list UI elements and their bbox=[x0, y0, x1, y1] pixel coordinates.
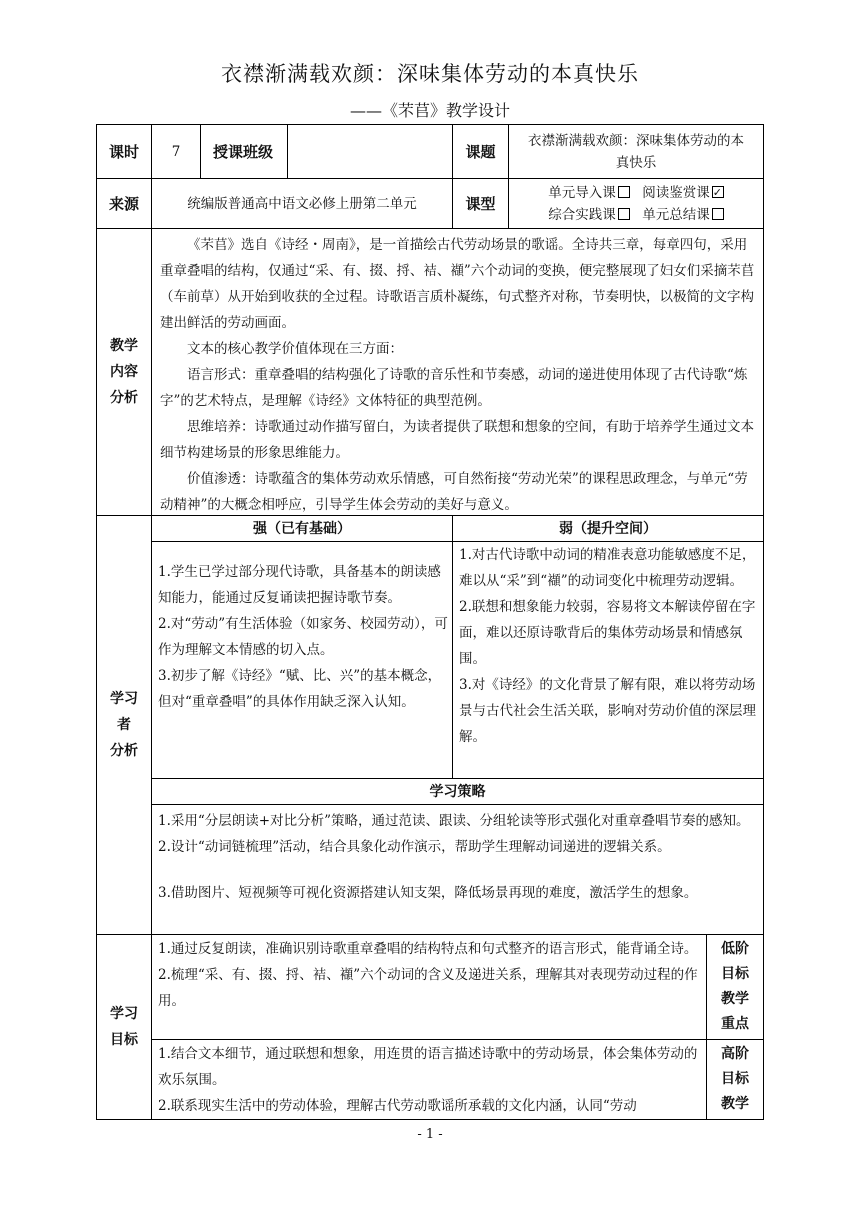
checked-checkbox-icon[interactable] bbox=[712, 186, 724, 198]
label-line: 学习 bbox=[110, 691, 138, 707]
label-line: 教学 bbox=[110, 338, 138, 354]
type-options-cell bbox=[508, 178, 764, 229]
strategy-header-cell: 学习策略 bbox=[151, 778, 764, 805]
content-analysis-body bbox=[151, 228, 764, 516]
strategy-item: 3.借助图片、短视频等可视化资源搭建认知支架，降低场景再现的难度，激活学生的想象。 bbox=[158, 885, 698, 901]
class-value-cell bbox=[287, 124, 453, 179]
tag-line: 低阶 bbox=[721, 941, 749, 957]
weak-header-cell: 弱（提升空间） bbox=[452, 515, 764, 542]
low-objective-item: 2.梳理“采、有、掇、捋、袺、襭”六个动词的含义及递进关系，理解其对表现劳动过程的作用。 bbox=[158, 967, 698, 1009]
content-paragraph: 语言形式：重章叠唱的结构强化了诗歌的音乐性和节奏感，动词的递进使用体现了古代诗歌“炼字”的艺术特点，是理解《诗经》文体特征的典型范例。 bbox=[160, 367, 748, 409]
strong-header-cell: 强（已有基础） bbox=[151, 515, 453, 542]
document-subtitle: ——《芣苢》教学设计 bbox=[349, 101, 510, 120]
content-paragraph: 文本的核心教学价值体现在三方面： bbox=[187, 341, 403, 357]
strong-items-cell bbox=[151, 541, 453, 779]
tag-line: 高阶 bbox=[721, 1046, 749, 1062]
type-option-reading: 阅读鉴赏课 bbox=[642, 184, 710, 201]
strong-item: 2.对“劳动”有生活体验（如家务、校园劳动），可作为理解文本情感的切入点。 bbox=[158, 616, 448, 658]
class-label-cell: 授课班级 bbox=[200, 124, 288, 179]
learner-analysis-label-cell bbox=[96, 515, 152, 935]
source-value-cell: 统编版普通高中语文必修上册第二单元 bbox=[151, 178, 453, 229]
label-line: 目标 bbox=[110, 1032, 138, 1048]
checkbox-icon[interactable] bbox=[618, 208, 630, 220]
strategy-item: 2.设计“动词链梳理”活动，结合具象化动作演示，帮助学生理解动词递进的逻辑关系。 bbox=[158, 839, 671, 855]
content-paragraph: 价值渗透：诗歌蕴含的集体劳动欢乐情感，可自然衔接“劳动光荣”的课程思政理念，与单元“劳动精神”的大概念相呼应，引导学生体会劳动的美好与意义。 bbox=[160, 471, 748, 513]
tag-line: 重点 bbox=[721, 1016, 749, 1032]
strong-item: 1.学生已学过部分现代诗歌，具备基本的朗读感知能力，能通过反复诵读把握诗歌节奏。 bbox=[158, 564, 441, 606]
objectives-label-cell bbox=[96, 934, 152, 1120]
strategy-item: 1.采用“分层朗读+对比分析”策略，通过范读、跟读、分组轮读等形式强化对重章叠唱节奏的感知。 bbox=[158, 813, 750, 829]
source-label-cell: 来源 bbox=[96, 178, 152, 229]
topic-value-cell bbox=[508, 124, 764, 179]
checkbox-icon[interactable] bbox=[712, 208, 724, 220]
content-analysis-label-cell bbox=[96, 228, 152, 516]
period-label-cell: 课时 bbox=[96, 124, 152, 179]
tag-line: 教学 bbox=[721, 1096, 749, 1112]
tag-line: 目标 bbox=[721, 966, 749, 982]
high-objective-item: 2.联系现实生活中的劳动体验，理解古代劳动歌谣所承载的文化内涵，认同“劳动 bbox=[158, 1098, 637, 1114]
low-objectives-tag-cell bbox=[706, 934, 764, 1040]
label-line: 学习 bbox=[110, 1006, 138, 1022]
document-title: 衣襟渐满载欢颜：深味集体劳动的本真快乐 bbox=[221, 62, 639, 86]
type-label-cell: 课型 bbox=[452, 178, 509, 229]
weak-item: 3.对《诗经》的文化背景了解有限，难以将劳动场景与古代社会生活关联，影响对劳动价值的深层理解。 bbox=[459, 677, 756, 745]
type-options-row-1 bbox=[548, 182, 724, 204]
type-options-row-2 bbox=[548, 204, 724, 226]
tag-line: 目标 bbox=[721, 1071, 749, 1087]
label-line: 者 bbox=[117, 717, 131, 733]
label-line: 分析 bbox=[110, 743, 138, 759]
content-paragraph: 《芣苢》选自《诗经・周南》，是一首描绘古代劳动场景的歌谣。全诗共三章，每章四句，采用重章叠唱的结构，仅通过“采、有、掇、捋、袺、襭”六个动词的变换，便完整展现了妇女们采摘芣苢（车前草）从开始到收获的全过程。诗歌语言质朴凝练，句式整齐对称，节奏明快，以极简的文字构建出鲜活的劳动画面。 bbox=[160, 237, 755, 331]
weak-item: 2.联想和想象能力较弱，容易将文本解读停留在字面，难以还原诗歌背后的集体劳动场景和情感氛围。 bbox=[459, 599, 756, 667]
strategy-items-cell bbox=[151, 804, 764, 935]
low-objectives-cell bbox=[151, 934, 707, 1040]
high-objective-item: 1.结合文本细节，通过联想和想象，用连贯的语言描述诗歌中的劳动场景，体会集体劳动的欢乐氛围。 bbox=[158, 1046, 698, 1088]
weak-item: 1.对古代诗歌中动词的精准表意功能敏感度不足，难以从“采”到“襭”的动词变化中梳理劳动逻辑。 bbox=[459, 547, 756, 589]
page-number: - 1 - bbox=[417, 1127, 443, 1142]
low-objective-item: 1.通过反复朗读，准确识别诗歌重章叠唱的结构特点和句式整齐的语言形式，能背诵全诗。 bbox=[158, 941, 698, 957]
topic-label-cell: 课题 bbox=[452, 124, 509, 179]
strong-item: 3.初步了解《诗经》“赋、比、兴”的基本概念，但对“重章叠唱”的具体作用缺乏深入认知。 bbox=[158, 668, 442, 710]
checkbox-icon[interactable] bbox=[618, 186, 630, 198]
topic-line-2: 真快乐 bbox=[615, 154, 657, 171]
content-paragraph: 思维培养：诗歌通过动作描写留白，为读者提供了联想和想象的空间，有助于培养学生通过文本细节构建场景的形象思维能力。 bbox=[160, 419, 754, 461]
tag-line: 教学 bbox=[721, 991, 749, 1007]
label-line: 分析 bbox=[110, 390, 138, 406]
high-objectives-tag-cell bbox=[706, 1039, 764, 1120]
topic-line-1: 衣襟渐满载欢颜：深味集体劳动的本 bbox=[528, 132, 744, 149]
weak-items-cell bbox=[452, 541, 764, 779]
period-value-cell: 7 bbox=[151, 124, 201, 179]
type-option-unit-intro: 单元导入课 bbox=[548, 184, 616, 201]
type-option-practice: 综合实践课 bbox=[548, 206, 616, 223]
high-objectives-cell bbox=[151, 1039, 707, 1120]
type-option-summary: 单元总结课 bbox=[642, 206, 710, 223]
label-line: 内容 bbox=[110, 364, 138, 380]
